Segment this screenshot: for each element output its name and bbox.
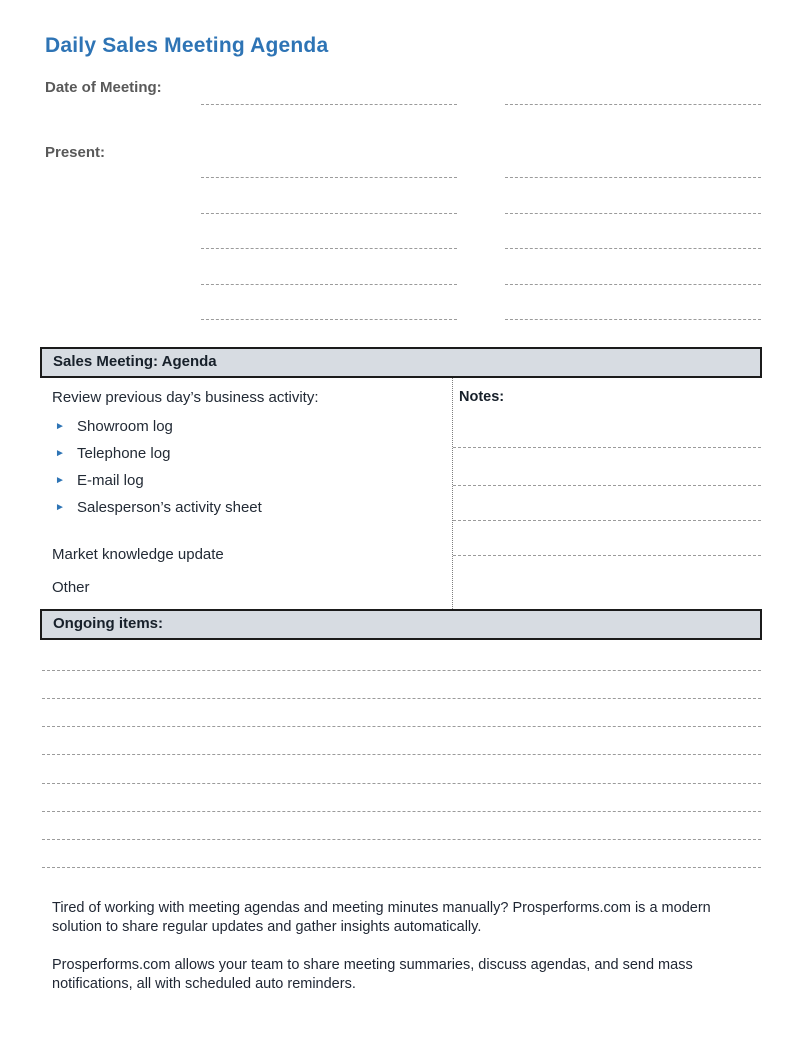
ongoing-fill-line[interactable] bbox=[42, 783, 761, 784]
bullet-arrow-icon: ► bbox=[55, 421, 65, 432]
present-label: Present: bbox=[45, 144, 106, 161]
footer-paragraph: Prosperforms.com allows your team to share meeting summaries, discuss agendas, and send mass notifications, all with scheduled auto reminders. bbox=[52, 957, 693, 992]
bullet-item bbox=[55, 445, 170, 462]
date-of-meeting-label: Date of Meeting: bbox=[45, 79, 162, 96]
bullet-arrow-icon: ► bbox=[55, 475, 65, 486]
present-fill-line[interactable] bbox=[201, 319, 457, 320]
ongoing-fill-line[interactable] bbox=[42, 698, 761, 699]
present-fill-line[interactable] bbox=[505, 319, 761, 320]
ongoing-fill-line[interactable] bbox=[42, 754, 761, 755]
footer-paragraph: Tired of working with meeting agendas and meeting minutes manually? Prosperforms.com is a modern solution to share regular updates and gather insights automatically. bbox=[52, 900, 711, 935]
ongoing-fill-line[interactable] bbox=[42, 670, 761, 671]
document-title: Daily Sales Meeting Agenda bbox=[45, 34, 329, 57]
present-fill-line[interactable] bbox=[201, 177, 457, 178]
ongoing-fill-line[interactable] bbox=[42, 839, 761, 840]
date-fill-line-1[interactable] bbox=[201, 104, 457, 105]
present-fill-line[interactable] bbox=[201, 213, 457, 214]
present-fill-line[interactable] bbox=[505, 248, 761, 249]
market-knowledge-item: Market knowledge update bbox=[52, 546, 224, 563]
bullet-item bbox=[55, 472, 144, 489]
agenda-section-header: Sales Meeting: Agenda bbox=[40, 347, 762, 378]
present-fill-line[interactable] bbox=[201, 248, 457, 249]
ongoing-section-header: Ongoing items: bbox=[40, 609, 762, 640]
present-fill-line[interactable] bbox=[505, 177, 761, 178]
date-fill-line-2[interactable] bbox=[505, 104, 761, 105]
bullet-item-label: Salesperson’s activity sheet bbox=[77, 499, 262, 516]
present-fill-line[interactable] bbox=[505, 284, 761, 285]
present-fill-line[interactable] bbox=[505, 213, 761, 214]
notes-fill-line[interactable] bbox=[453, 447, 761, 448]
ongoing-fill-line[interactable] bbox=[42, 726, 761, 727]
bullet-item-label: Showroom log bbox=[77, 418, 173, 435]
notes-fill-line[interactable] bbox=[453, 520, 761, 521]
ongoing-fill-line[interactable] bbox=[42, 811, 761, 812]
bullet-arrow-icon: ► bbox=[55, 448, 65, 459]
notes-fill-line[interactable] bbox=[453, 485, 761, 486]
notes-label: Notes: bbox=[459, 389, 505, 405]
notes-fill-line[interactable] bbox=[453, 555, 761, 556]
bullet-item bbox=[55, 499, 262, 516]
other-item: Other bbox=[52, 579, 90, 596]
bullet-item bbox=[55, 418, 173, 435]
review-heading: Review previous day’s business activity: bbox=[52, 389, 319, 406]
bullet-item-label: Telephone log bbox=[77, 445, 171, 462]
bullet-item-label: E-mail log bbox=[77, 472, 144, 489]
ongoing-fill-line[interactable] bbox=[42, 867, 761, 868]
present-fill-line[interactable] bbox=[201, 284, 457, 285]
bullet-arrow-icon: ► bbox=[55, 502, 65, 513]
agenda-notes-divider bbox=[452, 378, 453, 609]
